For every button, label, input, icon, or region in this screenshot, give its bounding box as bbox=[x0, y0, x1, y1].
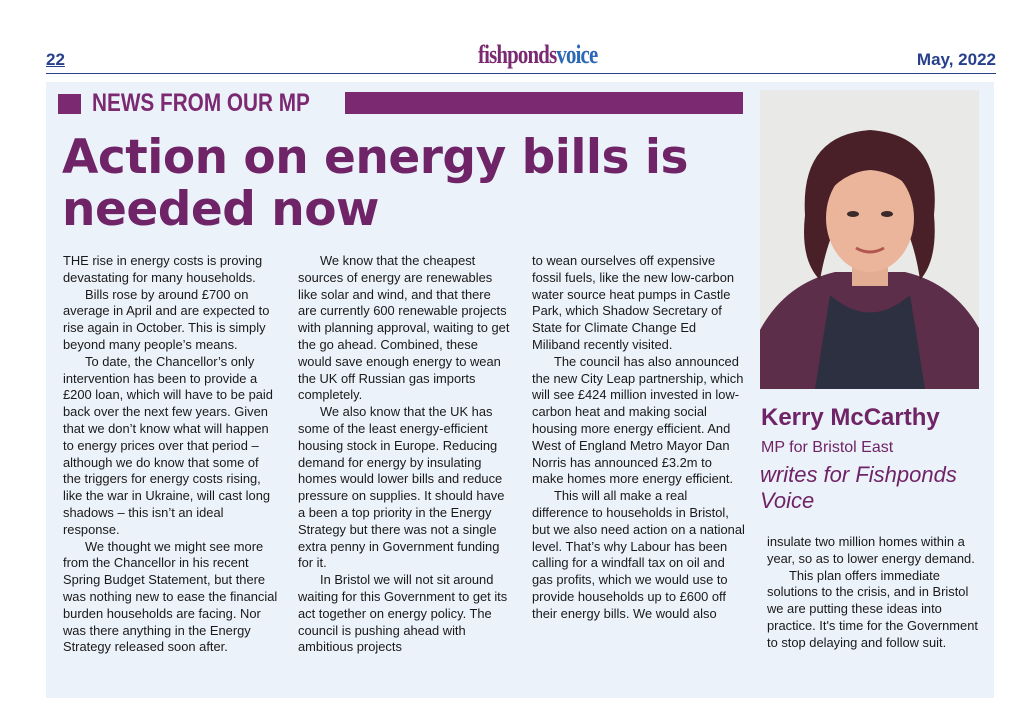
paragraph: We also know that the UK has some of the least energy-efficient housing stock in Europe. Reducing demand for energy by insulating homes would lower bills and reduce pressure on supplies. It should have a been a top priority in the Energy Strategy but there was not a single extra penny in Government funding for it. bbox=[298, 404, 505, 571]
kicker-bar bbox=[345, 92, 743, 114]
paragraph: The council has also announced the new City Leap partnership, which will see £424 million invested in low-carbon heat and making social housing more energy efficient. And West of England Metro Mayor Dan Norris has announced £3.2m to make homes more energy efficient. bbox=[532, 353, 744, 487]
page-number: 22 bbox=[46, 50, 65, 69]
fishponds-voice-logo[interactable] bbox=[478, 40, 597, 70]
article-column-2 bbox=[298, 253, 512, 656]
writes-for-label: writes for Fishponds Voice bbox=[760, 462, 957, 513]
paragraph: This plan offers immediate solutions to the crisis, and in Bristol we are putting these ideas into practice. It's time for the Government to stop delaying and follow suit. bbox=[767, 567, 978, 650]
paragraph: THE rise in energy costs is proving devastating for many households. bbox=[63, 253, 263, 285]
article-column-1 bbox=[63, 253, 279, 656]
portrait-illustration bbox=[760, 90, 979, 389]
author-role: MP for Bristol East bbox=[761, 439, 894, 456]
article-headline: Action on energy bills is needed now bbox=[62, 130, 688, 237]
logo-part-voice: voice bbox=[556, 40, 598, 69]
section-kicker: NEWS FROM OUR MP bbox=[92, 89, 310, 117]
paragraph: We thought we might see more from the Chancellor in his recent Spring Budget Statement, but there was nothing new to ease the financial burden households are facing. Nor was there anything in the Energy Strategy released soon after. bbox=[63, 538, 278, 655]
issue-date: May, 2022 bbox=[916, 50, 996, 69]
author-name: Kerry McCarthy bbox=[761, 404, 940, 431]
paragraph: To date, the Chancellor’s only intervention has been to provide a £200 loan, which will have to be paid back over the next few years. Given that we don’t know what will happen to energy prices over that period – although we do know that some of the triggers for energy costs rising, like the war in Ukraine, will cast long shadows – this isn’t an ideal response. bbox=[63, 353, 273, 537]
paragraph: insulate two million homes within a year, so as to lower energy demand. bbox=[767, 534, 975, 566]
paragraph: to wean ourselves off expensive fossil fuels, like the new low-carbon water source heat pumps in Castle Park, which Shadow Secretary of State for Climate Change Ed Miliband recently visited. bbox=[532, 253, 735, 352]
header-rule bbox=[46, 73, 996, 74]
paragraph: We know that the cheapest sources of energy are renewables like solar and wind, and that there are currently 600 renewable projects with planning approval, waiting to get the go ahead. Combined, these would save enough energy to wean the UK off Russian gas imports completely. bbox=[298, 253, 510, 403]
article-column-4 bbox=[767, 534, 982, 652]
paragraph: In Bristol we will not sit around waiting for this Government to get its act together on energy policy. The council is pushing ahead with ambitious projects bbox=[298, 572, 508, 655]
mp-portrait-photo bbox=[760, 90, 979, 389]
article-column-3 bbox=[532, 253, 745, 623]
kicker-square-icon bbox=[58, 94, 81, 114]
paragraph: Bills rose by around £700 on average in April and are expected to rise again in October. This is simply beyond many people’s means. bbox=[63, 286, 270, 352]
logo-part-fishponds: fishponds bbox=[478, 40, 557, 69]
paragraph: This will all make a real difference to households in Bristol, but we also need action on a national level. That’s why Labour has been calling for a windfall tax on oil and gas profits, which we would use to provide households up to £600 off their energy bills. We would also bbox=[532, 488, 745, 621]
